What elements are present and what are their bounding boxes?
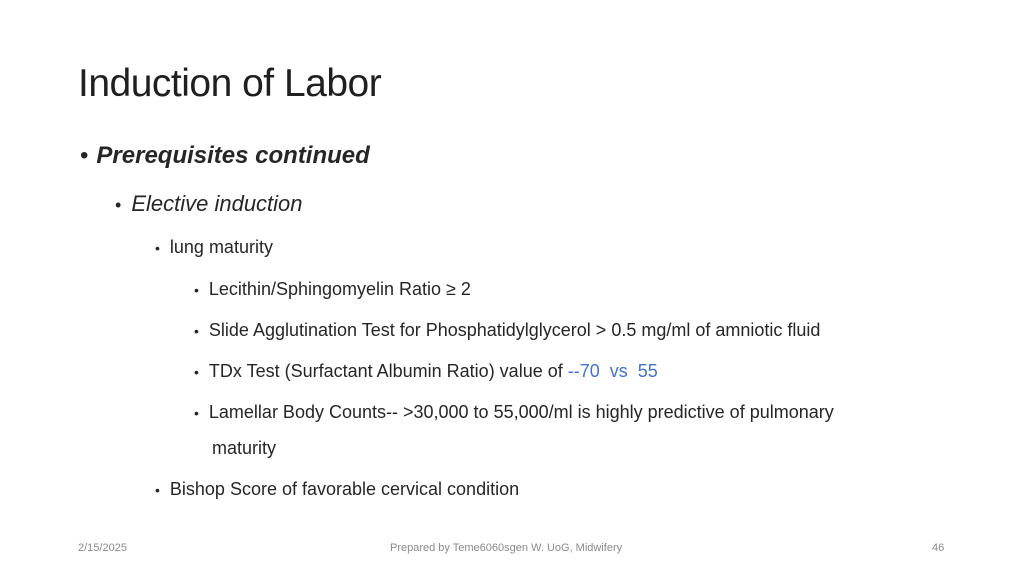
bullet-bishop-score bbox=[155, 479, 519, 500]
bullet-dot: • bbox=[155, 240, 160, 256]
bullet-elective-induction bbox=[115, 191, 303, 217]
bullet-text: Lecithin/Sphingomyelin Ratio ≥ 2 bbox=[208, 279, 471, 299]
bullet-text: Bishop Score of favorable cervical condition bbox=[169, 479, 520, 499]
bullet-tdx-test bbox=[194, 361, 658, 382]
bullet-dot: • bbox=[194, 323, 199, 339]
bullet-dot: • bbox=[155, 482, 160, 498]
slide-title: Induction of Labor bbox=[78, 62, 382, 105]
bullet-text: Prerequisites continued bbox=[96, 142, 370, 169]
bullet-text: lung maturity bbox=[169, 237, 273, 257]
footer-date: 2/15/2025 bbox=[78, 542, 127, 554]
bullet-text: Lamellar Body Counts-- >30,000 to 55,000/ml is highly predictive of pulmonary bbox=[208, 402, 834, 422]
bullet-dot: • bbox=[194, 282, 199, 298]
footer-page-number: 46 bbox=[932, 542, 945, 554]
bullet-dot: • bbox=[194, 364, 199, 380]
bullet-lamellar-body-continued: maturity bbox=[212, 438, 277, 458]
tdx-value: --70 vs 55 bbox=[567, 361, 658, 381]
bullet-prerequisites bbox=[80, 142, 370, 170]
bullet-ls-ratio bbox=[194, 279, 471, 300]
bullet-slide-agglutination bbox=[194, 320, 820, 341]
bullet-dot: • bbox=[194, 405, 199, 421]
bullet-text: TDx Test (Surfactant Albumin Ratio) value of bbox=[208, 361, 568, 381]
bullet-text: Elective induction bbox=[131, 191, 303, 216]
bullet-dot: • bbox=[115, 195, 122, 215]
bullet-text: Slide Agglutination Test for Phosphatidylglycerol > 0.5 mg/ml of amniotic fluid bbox=[208, 320, 821, 340]
bullet-lung-maturity bbox=[155, 237, 273, 258]
bullet-lamellar-body bbox=[194, 402, 834, 423]
bullet-dot: • bbox=[80, 142, 89, 169]
footer-prepared-by: Prepared by Teme6060sgen W. UoG, Midwifery bbox=[390, 542, 623, 554]
